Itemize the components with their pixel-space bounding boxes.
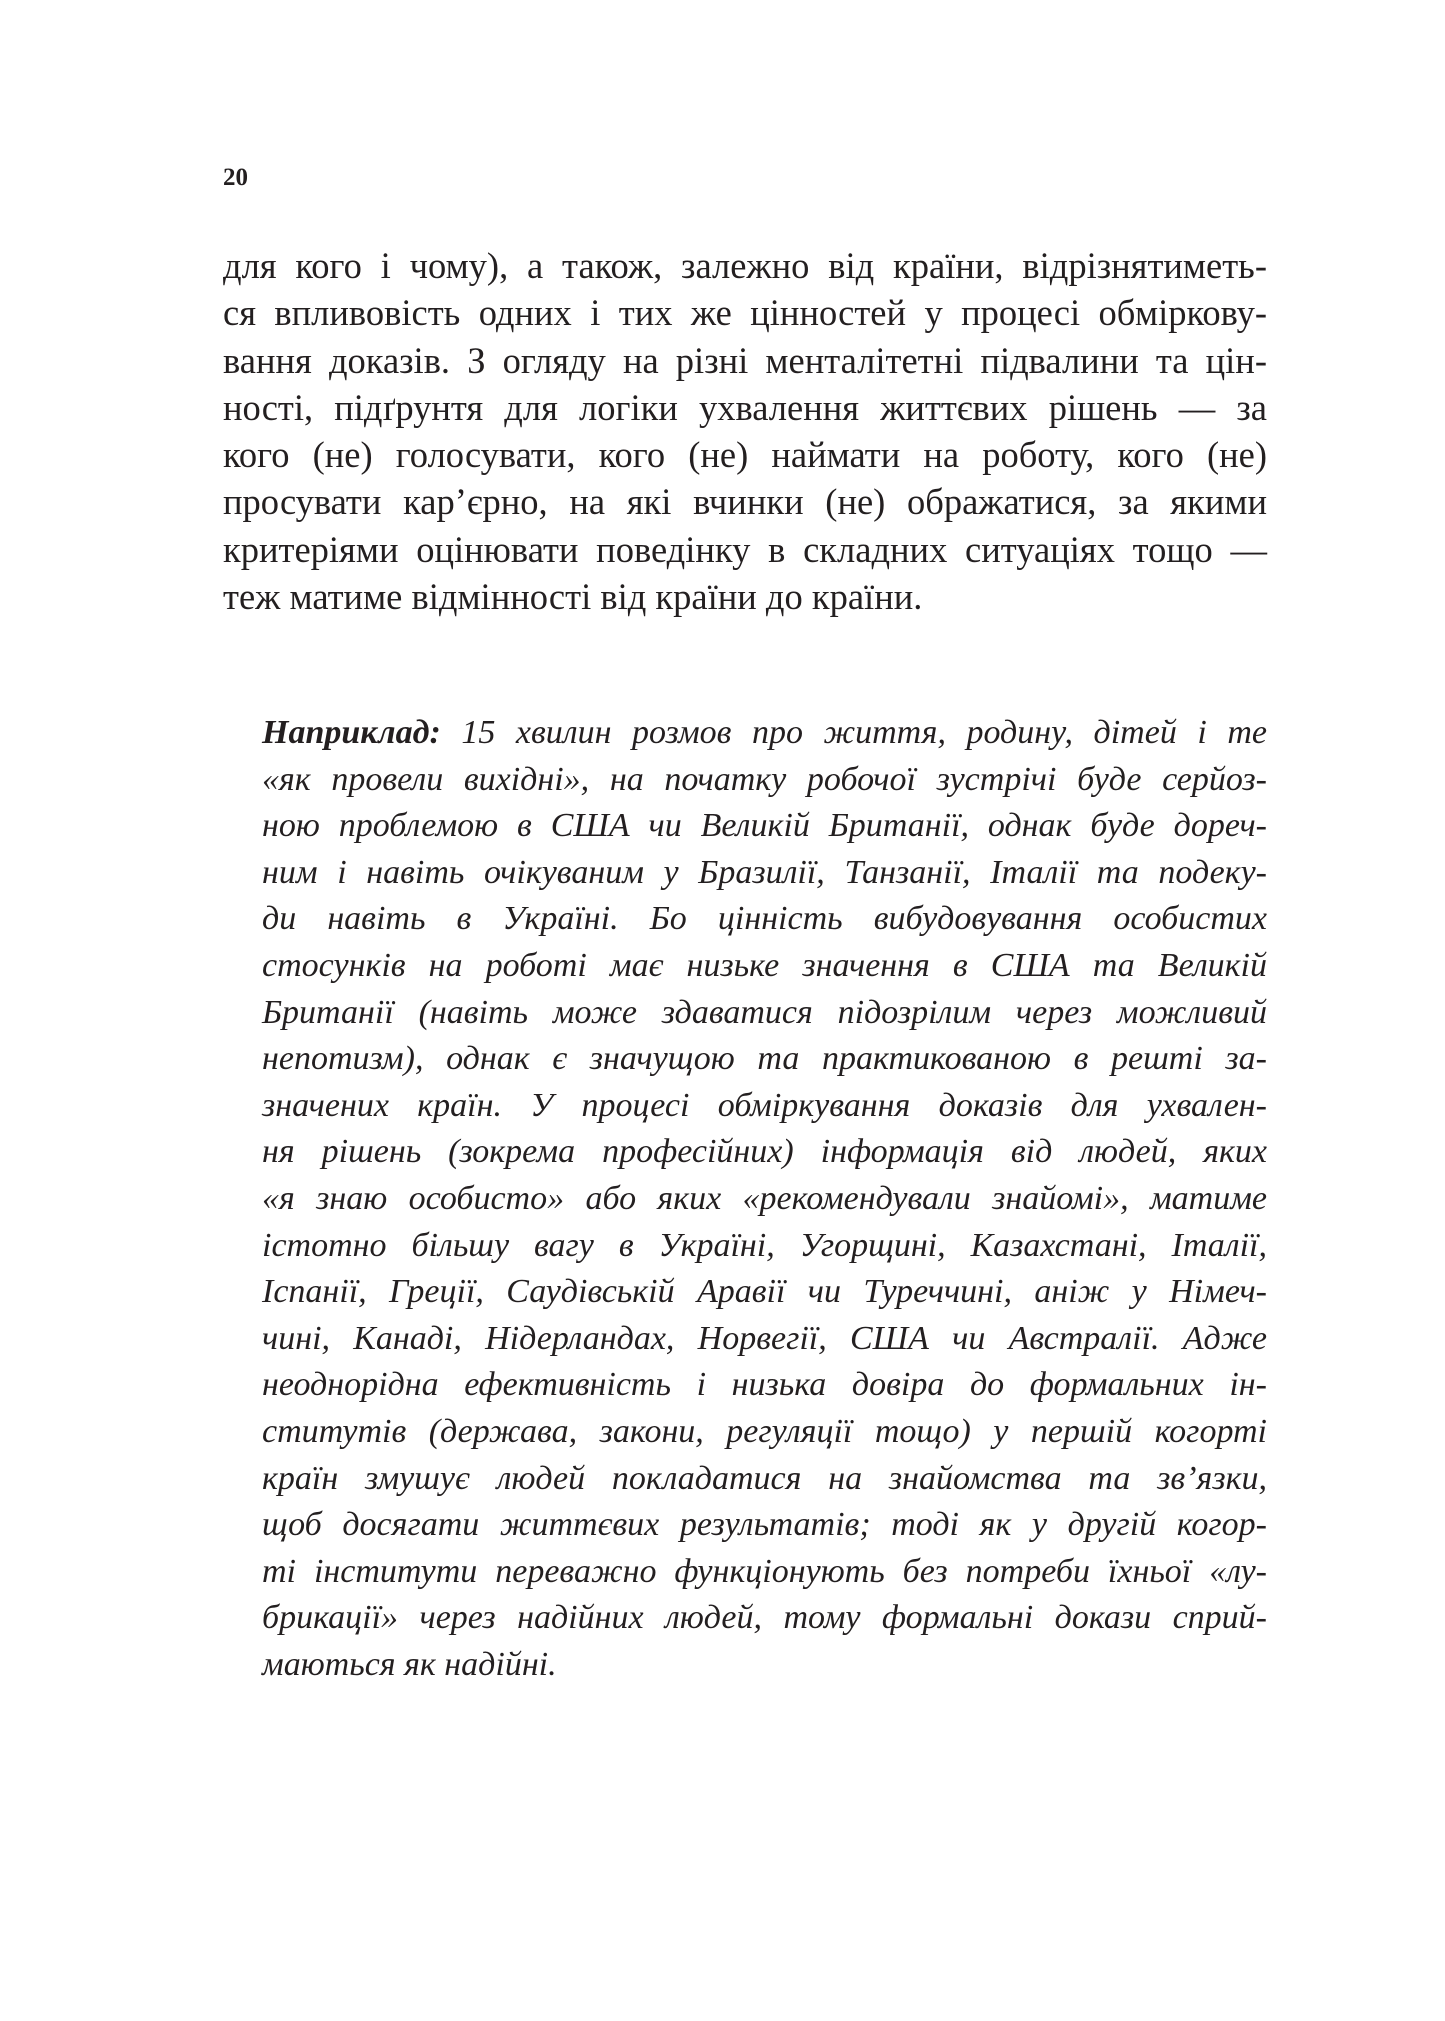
example-line: Іспанії, Греції, Саудівській Аравії чи Туреччині, аніж у Німеч-	[262, 1273, 1267, 1311]
example-line: брикації» через надійних людей, тому формальні докази сприй-	[262, 1599, 1267, 1637]
example-line: ною проблемою в США чи Великій Британії, однак буде дореч-	[262, 807, 1267, 845]
example-line: ня рішень (зокрема професійних) інформація від людей, яких	[262, 1133, 1267, 1171]
example-line: Британії (навіть може здаватися підозрілим через можливий	[262, 993, 1267, 1031]
example-line: неоднорідна ефективність і низька довіра до формальних ін-	[262, 1366, 1267, 1404]
paragraph-line: ся впливовість одних і тих же цінностей у процесі обміркову-	[223, 292, 1267, 334]
example-line: країн змушує людей покладатися на знайомства та зв’язки,	[262, 1459, 1267, 1497]
main-paragraph	[223, 242, 1267, 620]
paragraph-line: ності, підґрунтя для логіки ухвалення життєвих рішень — за	[223, 386, 1267, 428]
example-line: ним і навіть очікуваним у Бразилії, Танзанії, Італії та подеку-	[262, 853, 1267, 891]
paragraph-line: критеріями оцінювати поведінку в складних ситуаціях тощо —	[223, 528, 1267, 570]
example-line: стосунків на роботі має низьке значення в США та Великій	[262, 946, 1267, 984]
example-line: чині, Канаді, Нідерландах, Норвегії, США чи Австралії. Адже	[262, 1319, 1267, 1357]
example-first-line-text: 15 хвилин розмов про життя, родину, дітей і те	[440, 714, 1267, 751]
example-line: істотно більшу вагу в Україні, Угорщині, Казахстані, Італії,	[262, 1226, 1267, 1264]
example-line: «як провели вихідні», на початку робочої зустрічі буде серйоз-	[262, 760, 1267, 798]
example-line: непотизм), однак є значущою та практикованою в решті за-	[262, 1040, 1267, 1078]
example-line: «я знаю особисто» або яких «рекомендували знайомі», матиме	[262, 1179, 1267, 1217]
example-line: ди навіть в Україні. Бо цінність вибудовування особистих	[262, 900, 1267, 938]
example-line: щоб досягати життєвих результатів; тоді як у другій когор-	[262, 1506, 1267, 1544]
example-line: ститутів (держава, закони, регуляції тощо) у першій когорті	[262, 1412, 1267, 1450]
paragraph-line: просувати кар’єрно, на які вчинки (не) ображатися, за якими	[223, 481, 1267, 523]
example-block	[262, 710, 1267, 1688]
paragraph-line: теж матиме відмінності від країни до країни.	[223, 576, 923, 618]
page-number: 20	[223, 164, 248, 191]
example-line: значених країн. У процесі обміркування доказів для ухвален-	[262, 1086, 1267, 1124]
paragraph-line: вання доказів. З огляду на різні менталітетні підвалини та цін-	[223, 339, 1267, 381]
example-line: ті інститути переважно функціонують без потреби їхньої «лу-	[262, 1552, 1267, 1590]
example-label: Наприклад:	[262, 714, 441, 751]
example-line: маються як надійні.	[262, 1645, 557, 1683]
paragraph-line: для кого і чому), а також, залежно від країни, відрізнятиметь-	[223, 245, 1267, 286]
example-first-line	[262, 710, 1267, 757]
paragraph-line: кого (не) голосувати, кого (не) наймати на роботу, кого (не)	[223, 434, 1267, 476]
